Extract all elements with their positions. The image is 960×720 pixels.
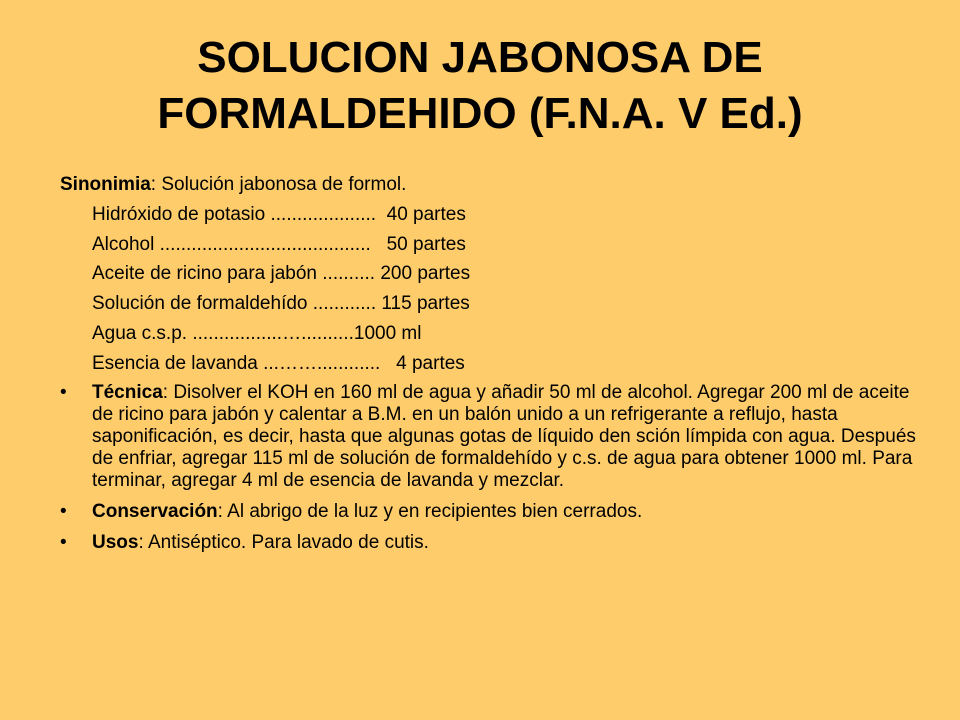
conservacion-label: Conservación (92, 501, 218, 523)
ingredient-item (60, 319, 920, 349)
ingredient-item (60, 349, 920, 379)
title-line-1: SOLUCION JABONOSA DE (197, 33, 763, 82)
tecnica-text: : Disolver el KOH en 160 ml de agua y añadir 50 ml de alcohol. Agregar 200 ml de aceite de ricino para jabón y calentar a B.M. en un balón unido a un refrigerante a reflujo, hasta saponificación, es decir, hasta que algunas gotas de líquido den sción límpida con agua. Después de enfriar, agregar 115 ml de solución de formaldehído y c.s. de agua para obtener 1000 ml. Para terminar, agregar 4 ml de esencia de lavanda y mezclar. (92, 382, 916, 492)
ingredient-name: Agua c.s.p. (92, 322, 193, 344)
sinonimia-text: : Solución jabonosa de formol. (150, 174, 407, 195)
ingredient-dots: .................... (265, 204, 382, 225)
bullet-icon: • (60, 382, 67, 404)
conservacion-text: : Al abrigo de la luz y en recipientes bien cerrados. (217, 501, 643, 523)
ingredient-name: Alcohol (92, 233, 160, 255)
ingredient-dots: .......... (322, 263, 376, 285)
conservacion-bullet (60, 501, 920, 523)
ingredient-item (60, 259, 920, 289)
ingredient-item (60, 230, 920, 260)
ingredient-amount: 115 partes (376, 293, 470, 315)
tecnica-label: Técnica (92, 382, 163, 404)
ingredient-dots: ...……............ (263, 352, 381, 374)
bullet-icon: • (60, 532, 67, 554)
slide-title (0, 30, 960, 142)
sinonimia-label: Sinonimia (60, 174, 151, 195)
ingredient-list (60, 200, 920, 378)
ingredient-dots: .................….......... (192, 322, 354, 344)
usos-text: : Antiséptico. Para lavado de cutis. (138, 532, 429, 554)
usos-bullet (60, 532, 920, 554)
ingredient-amount: 4 partes (380, 352, 465, 374)
ingredient-amount: 1000 ml (353, 322, 422, 344)
ingredient-name: Aceite de ricino para jabón (92, 263, 323, 285)
usos-label: Usos (92, 532, 139, 554)
ingredient-dots: ........................................ (159, 233, 377, 255)
slide-body (60, 170, 920, 554)
bullet-icon: • (60, 501, 67, 523)
ingredient-name: Solución de formaldehído (92, 293, 313, 315)
sinonimia-line (60, 170, 920, 200)
ingredient-amount: 200 partes (375, 263, 471, 285)
ingredient-item (60, 200, 920, 230)
title-line-2: FORMALDEHIDO (F.N.A. V Ed.) (157, 89, 803, 138)
ingredient-amount: 50 partes (376, 233, 466, 255)
ingredient-item (60, 289, 920, 319)
ingredient-dots: ............ (312, 293, 377, 315)
ingredient-name: Hidróxido de potasio (92, 204, 266, 225)
ingredient-amount: 40 partes (381, 204, 466, 225)
tecnica-bullet (60, 382, 920, 492)
ingredient-name: Esencia de lavanda (92, 352, 264, 374)
